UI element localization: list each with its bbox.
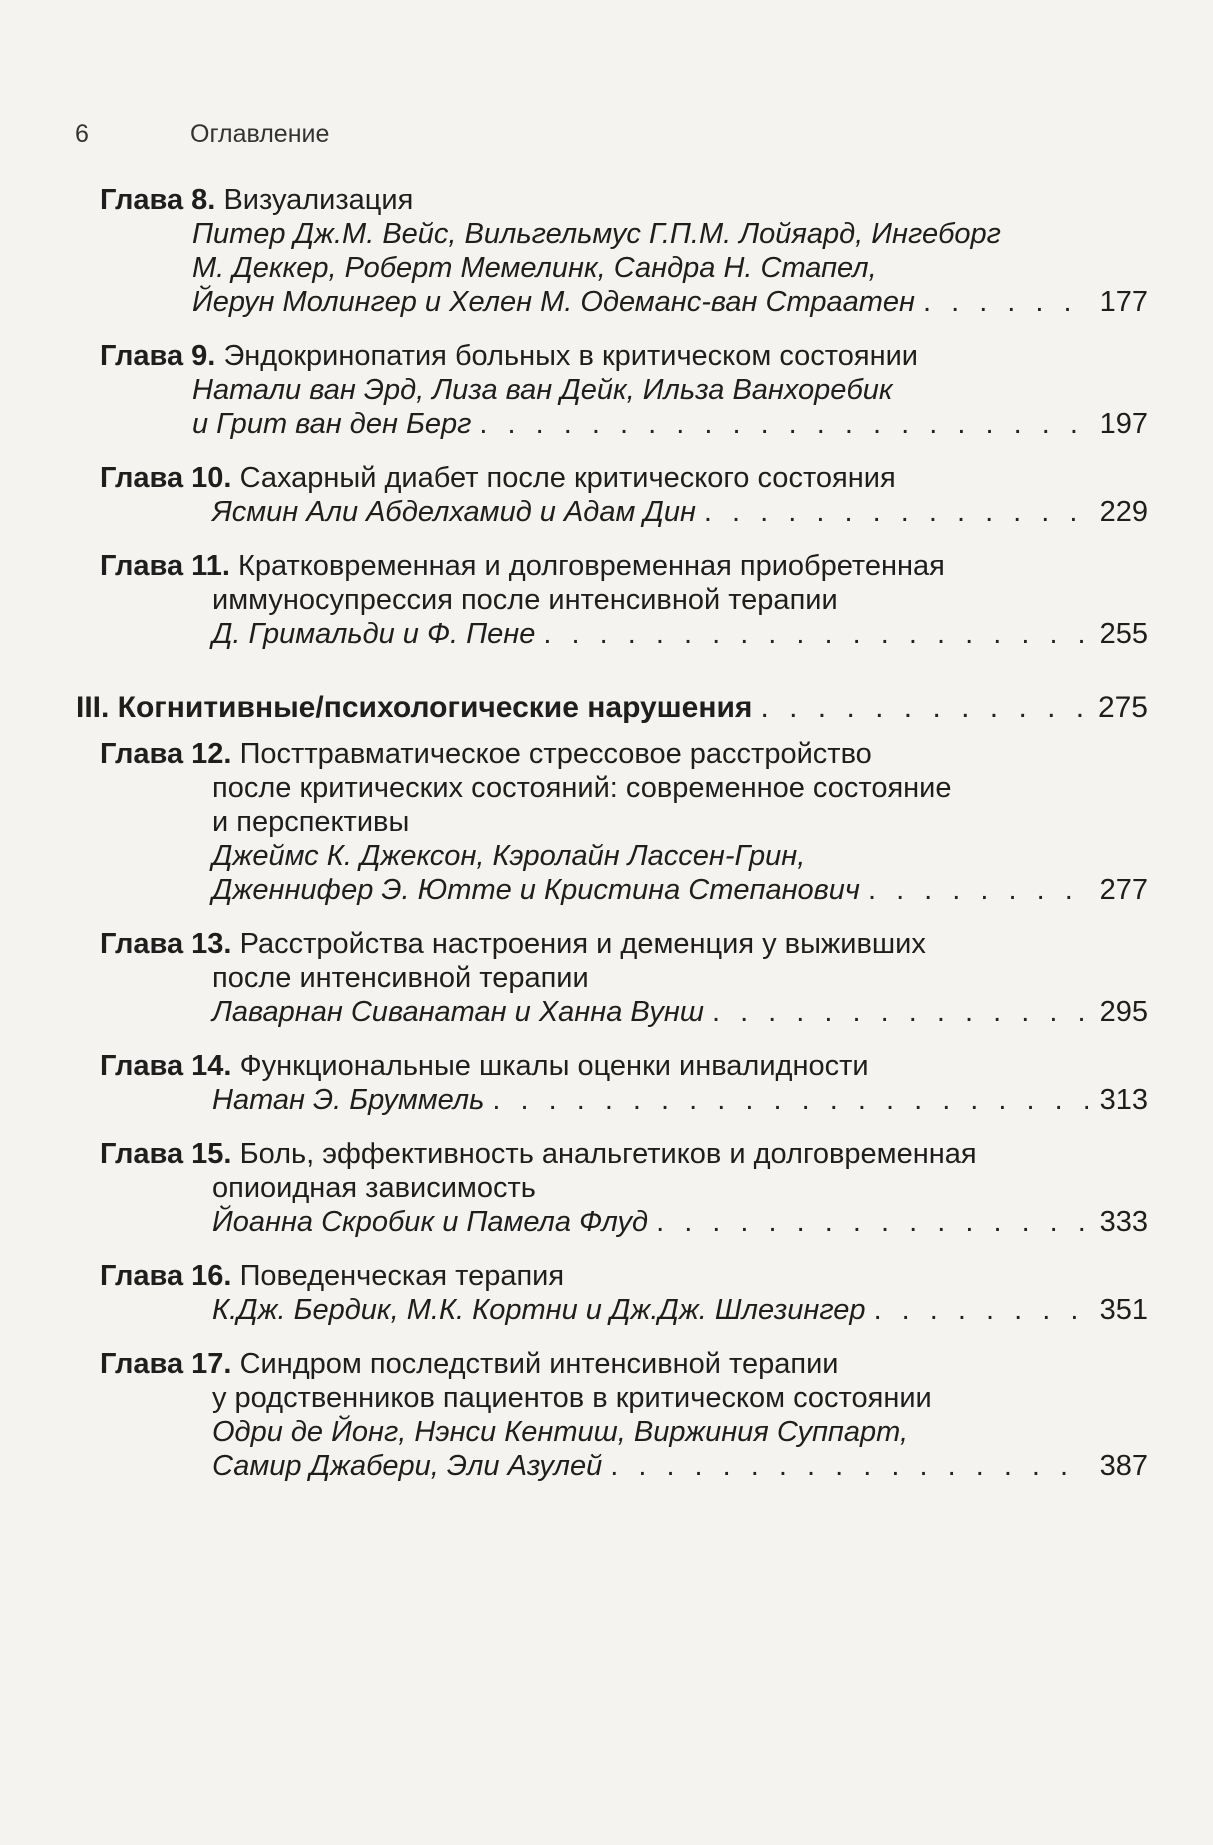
page-number: 6 (75, 120, 89, 148)
chapter-label: Глава 14. (100, 1050, 232, 1082)
chapter-title: Синдром последствий интенсивной терапии (239, 1348, 839, 1380)
chapter-authors: Натали ван Эрд, Лиза ван Дейк, Ильза Ванхоребик (192, 374, 893, 406)
toc-authors-row (212, 870, 1148, 910)
chapter-label: Глава 11. (100, 550, 230, 582)
chapter-title: Поведенческая терапия (239, 1260, 565, 1292)
chapter-authors: Джеймс К. Джексон, Кэролайн Лассен-Грин, (212, 840, 806, 872)
toc-authors-row (212, 992, 1148, 1032)
chapter-title-continuation: и перспективы (212, 806, 410, 838)
dot-leader (712, 992, 1088, 1032)
chapter-authors: Питер Дж.М. Вейс, Вильгельмус Г.П.М. Лойяард, Ингеборг (192, 218, 1001, 250)
chapter-page-number: 177 (1099, 286, 1148, 318)
chapter-page-number: 351 (1099, 1294, 1148, 1326)
chapter-label: Глава 15. (100, 1138, 232, 1170)
dot-leader (543, 614, 1088, 654)
chapter-authors: Дженнифер Э. Ютте и Кристина Степанович (212, 874, 860, 906)
chapter-label: Глава 17. (100, 1348, 232, 1380)
chapter-page-number: 277 (1099, 874, 1148, 906)
dot-leader (492, 1080, 1088, 1120)
chapter-title: Визуализация (223, 184, 414, 216)
chapter-title-continuation: после интенсивной терапии (212, 962, 589, 994)
chapter-title-continuation: опиоидная зависимость (212, 1172, 536, 1204)
chapter-page-number: 197 (1099, 408, 1148, 440)
chapter-title: Расстройства настроения и деменция у выживших (239, 928, 926, 960)
dot-leader (868, 870, 1088, 910)
chapter-authors: М. Деккер, Роберт Мемелинк, Сандра Н. Стапел, (192, 252, 877, 284)
dot-leader (479, 404, 1088, 444)
chapter-authors: Одри де Йонг, Нэнси Кентиш, Виржиния Суппарт, (212, 1416, 909, 1448)
dot-leader (923, 282, 1088, 322)
toc-authors-row (212, 1290, 1148, 1330)
toc-authors-row (212, 1446, 1148, 1486)
chapter-title-continuation: иммуносупрессия после интенсивной терапии (212, 584, 838, 616)
running-header (75, 120, 329, 149)
header-title: Оглавление (190, 120, 330, 148)
chapter-page-number: 313 (1099, 1084, 1148, 1116)
chapter-authors: Самир Джабери, Эли Азулей (212, 1450, 603, 1482)
chapter-authors: Натан Э. Бруммель (212, 1084, 485, 1116)
section-page-number: 275 (1097, 691, 1148, 724)
chapter-title: Сахарный диабет после критического состояния (239, 462, 896, 494)
chapter-title: Боль, эффективность анальгетиков и долговременная (239, 1138, 977, 1170)
dot-leader (704, 492, 1088, 532)
chapter-title: Эндокринопатия больных в критическом состоянии (223, 340, 918, 372)
toc-authors-row (212, 614, 1148, 654)
chapter-label: Глава 9. (100, 340, 216, 372)
chapter-authors: Лаварнан Сиванатан и Ханна Вунш (212, 996, 704, 1028)
chapter-label: Глава 13. (100, 928, 232, 960)
toc-authors-row (192, 404, 1148, 444)
chapter-label: Глава 8. (100, 184, 216, 216)
toc-authors-row (212, 492, 1148, 532)
section-title: III. Когнитивные/психологические нарушения (76, 691, 753, 724)
dot-leader (874, 1290, 1088, 1330)
dot-leader (760, 688, 1088, 728)
chapter-title-continuation: после критических состояний: современное состояние (212, 772, 952, 804)
chapter-authors: Ясмин Али Абделхамид и Адам Дин (212, 496, 696, 528)
chapter-page-number: 229 (1099, 496, 1148, 528)
chapter-label: Глава 12. (100, 738, 232, 770)
chapter-page-number: 295 (1099, 996, 1148, 1028)
chapter-page-number: 387 (1099, 1450, 1148, 1482)
chapter-authors: и Грит ван ден Берг (192, 408, 472, 440)
chapter-title: Кратковременная и долговременная приобретенная (237, 550, 945, 582)
toc-authors-row (192, 282, 1148, 322)
toc-section-row[interactable] (76, 688, 1148, 728)
chapter-title-continuation: у родственников пациентов в критическом состоянии (212, 1382, 932, 1414)
toc-authors-row (212, 1202, 1148, 1242)
chapter-title: Функциональные шкалы оценки инвалидности (239, 1050, 869, 1082)
chapter-title: Посттравматическое стрессовое расстройство (239, 738, 872, 770)
dot-leader (610, 1446, 1088, 1486)
chapter-authors: Йоанна Скробик и Памела Флуд (212, 1206, 649, 1238)
chapter-page-number: 333 (1099, 1206, 1148, 1238)
chapter-authors: Йерун Молингер и Хелен М. Одеманс-ван Страатен (192, 286, 915, 318)
chapter-authors: Д. Гримальди и Ф. Пене (212, 618, 536, 650)
toc-authors-row (212, 1080, 1148, 1120)
chapter-label: Глава 10. (100, 462, 232, 494)
chapter-page-number: 255 (1099, 618, 1148, 650)
chapter-label: Глава 16. (100, 1260, 232, 1292)
chapter-authors: К.Дж. Бердик, М.К. Кортни и Дж.Дж. Шлезингер (212, 1294, 866, 1326)
dot-leader (656, 1202, 1088, 1242)
